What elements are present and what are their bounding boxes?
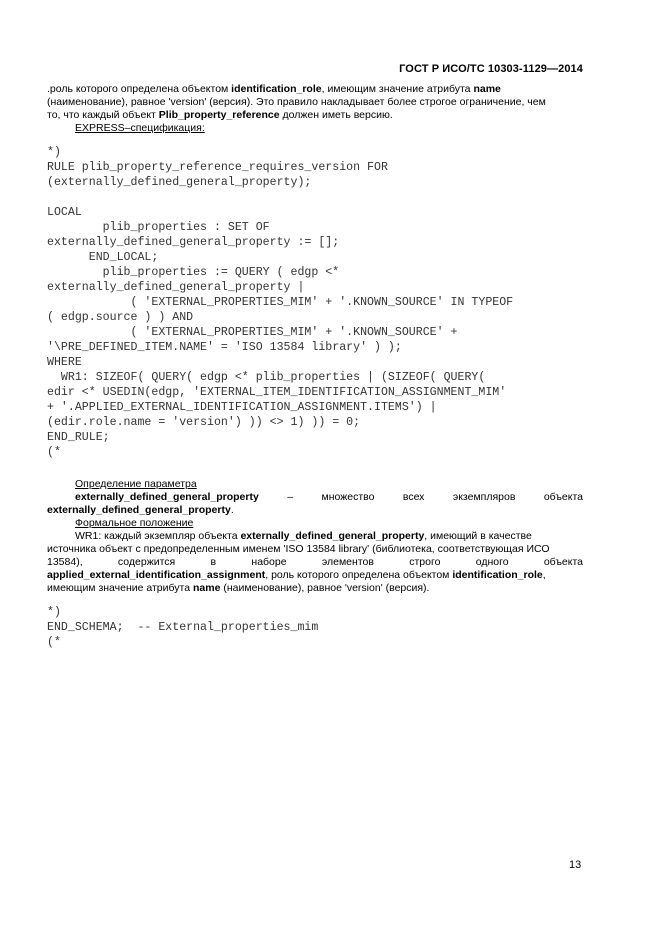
text-run: элементов xyxy=(321,556,374,568)
code-line: LOCAL xyxy=(47,206,82,219)
term-externally-defined-general-property: externally_defined_general_property xyxy=(240,530,425,542)
parameter-name: externally_defined_general_property xyxy=(75,491,259,503)
code-line: END_SCHEMA; -- External_properties_mim xyxy=(47,621,319,634)
code-line: (externally_defined_general_property); xyxy=(47,176,312,189)
text-run: WR1: каждый экземпляр объекта xyxy=(75,530,241,542)
text-run: .роль которого определена объектом xyxy=(47,83,232,95)
code-line: plib_properties : SET OF xyxy=(47,221,270,234)
text-run: – xyxy=(287,491,294,503)
page-number: 13 xyxy=(569,859,582,871)
intro-paragraph xyxy=(47,83,583,135)
text-run: объекта xyxy=(543,491,583,503)
text-run: экземпляров xyxy=(452,491,516,503)
text-run: всех xyxy=(402,491,425,503)
term-name: name xyxy=(473,83,501,95)
code-line: ( 'EXTERNAL_PROPERTIES_MIM' + '.KNOWN_SOURCE' IN TYPEOF xyxy=(47,296,514,309)
text-run: содержится xyxy=(117,556,176,568)
code-line: END_RULE; xyxy=(47,431,110,444)
code-line: '\PRE_DEFINED_ITEM.NAME' = 'ISO 13584 library' ) ); xyxy=(47,341,402,354)
end-schema-code xyxy=(47,605,318,650)
text-run: в xyxy=(210,556,217,568)
code-line: (* xyxy=(47,446,61,459)
text-run: , имеющим значение атрибута xyxy=(321,83,474,95)
code-line: externally_defined_general_property | xyxy=(47,281,305,294)
code-line: externally_defined_general_property := []; xyxy=(47,236,340,249)
text-run: множество xyxy=(321,491,375,503)
code-line: *) xyxy=(47,146,61,159)
formal-line-5 xyxy=(47,582,583,595)
intro-line-2: (наименование), равное 'version' (версия). Это правило накладывает более строгое ограничение, чем xyxy=(47,96,546,108)
express-rule-code xyxy=(47,145,513,460)
term-identification-role: identification_role xyxy=(452,569,543,581)
text-run: , xyxy=(542,569,546,581)
formal-heading xyxy=(47,517,583,530)
document-header: ГОСТ Р ИСО/ТС 10303-1129—2014 xyxy=(399,63,583,75)
term-applied-external-identification-assignment: applied_external_identification_assignment xyxy=(47,569,266,581)
text-run: наборе xyxy=(251,556,287,568)
parameter-heading-text: Определение параметра xyxy=(75,478,197,490)
express-spec-label xyxy=(47,122,583,135)
code-line: (edir.role.name = 'version') )) <> 1) )) = 0; xyxy=(47,416,361,429)
term-name: name xyxy=(193,582,221,594)
formal-line-3 xyxy=(47,556,583,569)
text-run: , имеющий в качестве xyxy=(424,530,532,542)
code-line: plib_properties := QUERY ( edgp <* xyxy=(47,266,340,279)
text-run: то, что каждый объект xyxy=(47,109,159,121)
text-run: должен иметь версию. xyxy=(279,109,393,121)
code-line: edir <* USEDIN(edgp, 'EXTERNAL_ITEM_IDENTIFICATION_ASSIGNMENT_MIM' xyxy=(47,386,507,399)
code-line: *) xyxy=(47,606,61,619)
code-line: END_LOCAL; xyxy=(47,251,159,264)
text-run: имеющим значение атрибута xyxy=(47,582,193,594)
text-run: 13584), xyxy=(47,556,83,568)
intro-line-3 xyxy=(47,109,583,122)
express-spec-heading: EXPRESS–спецификация: xyxy=(75,122,205,134)
code-line: ( 'EXTERNAL_PROPERTIES_MIM' + '.KNOWN_SOURCE' + xyxy=(47,326,458,339)
term-identification-role: identification_role xyxy=(231,83,322,95)
code-line: ( edgp.source ) ) AND xyxy=(47,311,194,324)
code-line: WHERE xyxy=(47,356,82,369)
intro-line-1 xyxy=(47,83,583,96)
text-run: , роль которого определена объектом xyxy=(265,569,453,581)
parameter-definition xyxy=(47,478,583,595)
code-line: RULE plib_property_reference_requires_version FOR xyxy=(47,161,388,174)
code-line: (* xyxy=(47,636,61,649)
text-run: строго xyxy=(409,556,441,568)
code-line: WR1: SIZEOF( QUERY( edgp <* plib_properties | (SIZEOF( QUERY( xyxy=(47,371,486,384)
formal-line-1 xyxy=(47,530,583,543)
parameter-line-1 xyxy=(47,491,583,504)
formal-line-4 xyxy=(47,569,583,582)
formal-line-2: источника объект с предопределенным именем 'ISO 13584 library' (библиотека, соответствующая ИСО xyxy=(47,543,550,555)
term-plib-property-reference: Plib_property_reference xyxy=(158,109,280,121)
parameter-heading xyxy=(47,478,583,491)
text-run: объекта xyxy=(543,556,583,568)
text-run: . xyxy=(230,504,234,516)
formal-heading-text: Формальное положение xyxy=(75,517,194,529)
parameter-name: externally_defined_general_property xyxy=(47,504,231,516)
parameter-line-2 xyxy=(47,504,583,517)
text-run: одного xyxy=(475,556,509,568)
code-line: + '.APPLIED_EXTERNAL_IDENTIFICATION_ASSIGNMENT.ITEMS') | xyxy=(47,401,437,414)
text-run: (наименование), равное 'version' (версия). xyxy=(220,582,430,594)
